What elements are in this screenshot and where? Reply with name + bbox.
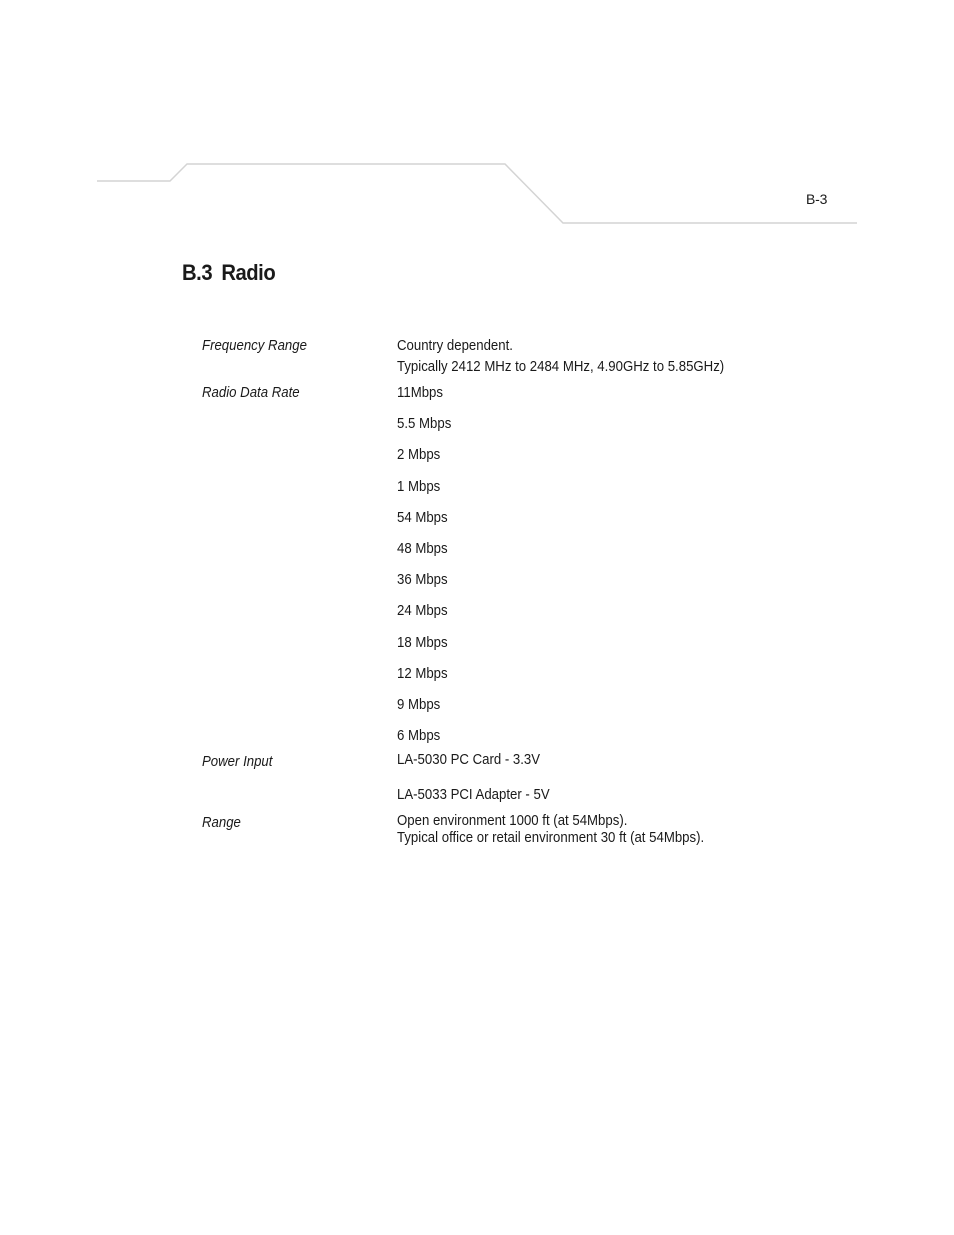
data-rate-item: 12 Mbps — [397, 665, 448, 682]
section-heading — [182, 260, 275, 286]
data-rate-item: 5.5 Mbps — [397, 415, 452, 432]
section-number: B.3 — [182, 260, 213, 285]
spec-value-range-line2: Typical office or retail environment 30 ft (at 54Mbps). — [397, 829, 705, 846]
spec-value-frequency-line1: Country dependent. — [397, 337, 513, 354]
spec-term-range: Range — [202, 814, 241, 831]
data-rate-item: 48 Mbps — [397, 540, 448, 557]
data-rate-item: 36 Mbps — [397, 571, 448, 588]
data-rate-item: 11Mbps — [397, 384, 443, 401]
data-rate-item: 9 Mbps — [397, 696, 441, 713]
data-rate-item: 24 Mbps — [397, 602, 448, 619]
spec-term-power-input: Power Input — [202, 753, 273, 770]
data-rate-item: 54 Mbps — [397, 509, 448, 526]
data-rate-item: 1 Mbps — [397, 478, 441, 495]
section-title: Radio — [221, 260, 276, 285]
data-rate-item: 2 Mbps — [397, 446, 441, 463]
spec-term-frequency-range: Frequency Range — [202, 337, 307, 354]
spec-value-power-line2: LA-5033 PCI Adapter - 5V — [397, 786, 550, 803]
data-rate-item: 6 Mbps — [397, 727, 441, 744]
data-rate-item: 18 Mbps — [397, 634, 448, 651]
page-number: B-3 — [806, 191, 828, 207]
spec-value-range-line1: Open environment 1000 ft (at 54Mbps). — [397, 812, 628, 829]
spec-term-radio-data-rate: Radio Data Rate — [202, 384, 300, 401]
spec-value-power-line1: LA-5030 PC Card - 3.3V — [397, 751, 541, 768]
spec-value-frequency-line2: Typically 2412 MHz to 2484 MHz, 4.90GHz to 5.85GHz) — [397, 358, 725, 375]
